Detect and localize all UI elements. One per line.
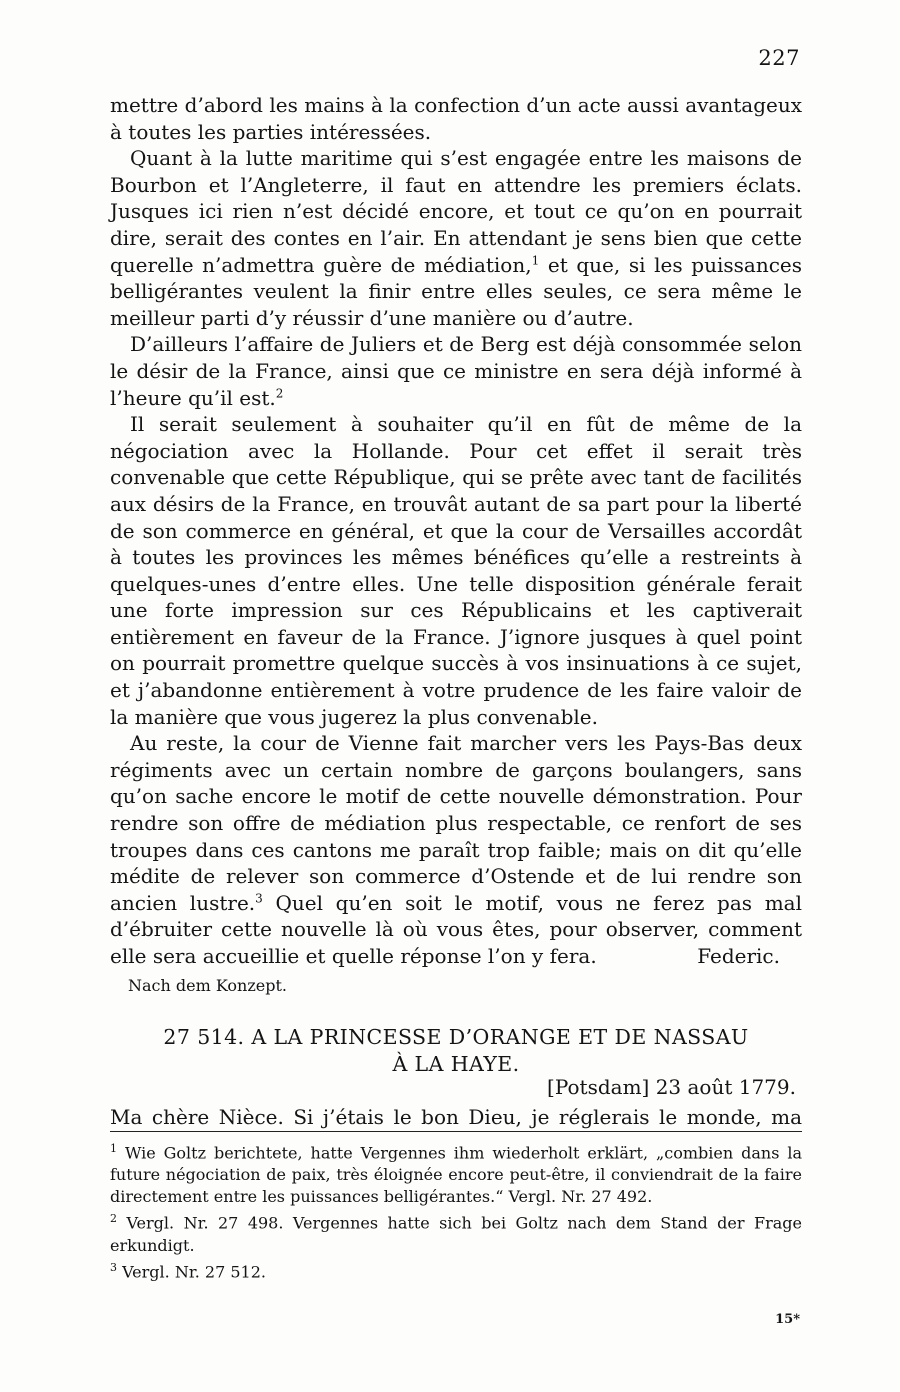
paragraph-3-text: D’ailleurs l’affaire de Juliers et de Berg est déjà consommée selon le désir de la France, ainsi que ce ministre en sera déjà informé à l’heure qu’il est. (110, 332, 802, 410)
letter-heading (110, 1024, 802, 1078)
footnote-3-text: Vergl. Nr. 27 512. (122, 1261, 266, 1281)
paragraph-5 (110, 730, 802, 969)
paragraph-2-text-a: Quant à la lutte maritime qui s’est engagée entre les maisons de Bourbon et l’Angleterre, il faut en attendre les premiers éclats. Jusques ici rien n’est décidé encore, et tout ce qu’on en pourrait dire, serait des contes en l’air. En attendant je sens bien que cette querelle n’admettra guère de médiation, (110, 146, 802, 277)
footnote-ref-2: 2 (275, 385, 284, 400)
footnote-rule (110, 1131, 802, 1132)
letter-body (110, 92, 802, 970)
paragraph-3 (110, 331, 802, 411)
page-number: 227 (758, 46, 800, 70)
signature-mark: 15* (775, 1312, 800, 1327)
footnote-3-mark: 3 (110, 1260, 117, 1274)
footnote-2-text: Vergl. Nr. 27 498. Vergennes hatte sich bei Goltz nach dem Stand der Frage erkundigt. (110, 1213, 802, 1255)
paragraph-1: mettre d’abord les mains à la confection d’un acte aussi avantageux à toutes les parties intéressées. (110, 93, 802, 144)
signature: Federic. (697, 944, 780, 968)
paragraph-2-text-b: et que, si les puissances belligérantes veulent la finir entre elles seules, ce sera même le meilleur parti d’y réussir d’une manière ou d’autre. (110, 252, 803, 330)
paragraph-5-text-a: Au reste, la cour de Vienne fait marcher vers les Pays-Bas deux régiments avec un certain nombre de garçons boulangers, sans qu’on sache encore le motif de cette nouvelle démonstration. Pour rendre son offre de médiation plus respectable, ce renfort de ses troupes dans ces cantons me paraît trop faible; mais on dit qu’elle médite de relever son commerce d’Ostende et de lui rendre son ancien lustre. (110, 731, 802, 915)
footnote-1 (110, 1138, 802, 1208)
footnote-3 (110, 1257, 802, 1283)
footnote-ref-3: 3 (255, 891, 263, 906)
footnotes (110, 1138, 802, 1283)
footnote-1-mark: 1 (110, 1142, 117, 1155)
footnote-2-mark: 2 (110, 1212, 117, 1226)
footnote-1-text: Wie Goltz berichtete, hatte Vergennes ihm wiederholt erklärt, „combien dans la future négociation de paix, très éloignée encore peut-être, il conviendrait de la faire directement entre les puissances belligérantes.“ Vergl. Nr. 27 492. (110, 1143, 802, 1207)
paragraph-5-text-b: Quel qu’en soit le motif, vous ne ferez pas mal d’ébruiter cette nouvelle là où vous êtes, pour observer, comment elle sera accueillie et quelle réponse l’on y fera. (110, 890, 802, 968)
dateline: [Potsdam] 23 août 1779. (547, 1075, 796, 1099)
paragraph-4: Il serait seulement à souhaiter qu’il en fût de même de la négociation avec la Hollande. Pour cet effet il serait très convenable que cette République, qui se prête avec tant de facilités aux désirs de la France, en trouvât autant de sa part pour la liberté de son commerce en général, et que la cour de Versailles accordât à toutes les provinces les mêmes bénéfices qu’elle a restreints à quelques-unes d’entre elles. Une telle disposition générale ferait une forte impression sur ces Républicains et les captiverait entièrement en faveur de la France. J’ignore jusques à quel point on pourrait promettre quelque succès à vos insinuations à ce sujet, et j’abandonne entièrement à votre prudence de les faire valoir de la manière que vous jugerez la plus convenable. (110, 412, 802, 729)
footnote-2 (110, 1208, 802, 1256)
footnote-ref-1: 1 (531, 252, 540, 267)
heading-line-1: 27 514. A LA PRINCESSE D’ORANGE ET DE NASSAU (163, 1025, 749, 1049)
source-note: Nach dem Konzept. (128, 976, 287, 995)
paragraph-2 (110, 145, 802, 331)
letter-opening-line: Ma chère Nièce. Si j’étais le bon Dieu, je réglerais le monde, ma (110, 1105, 802, 1129)
heading-line-2: À LA HAYE. (392, 1052, 520, 1076)
